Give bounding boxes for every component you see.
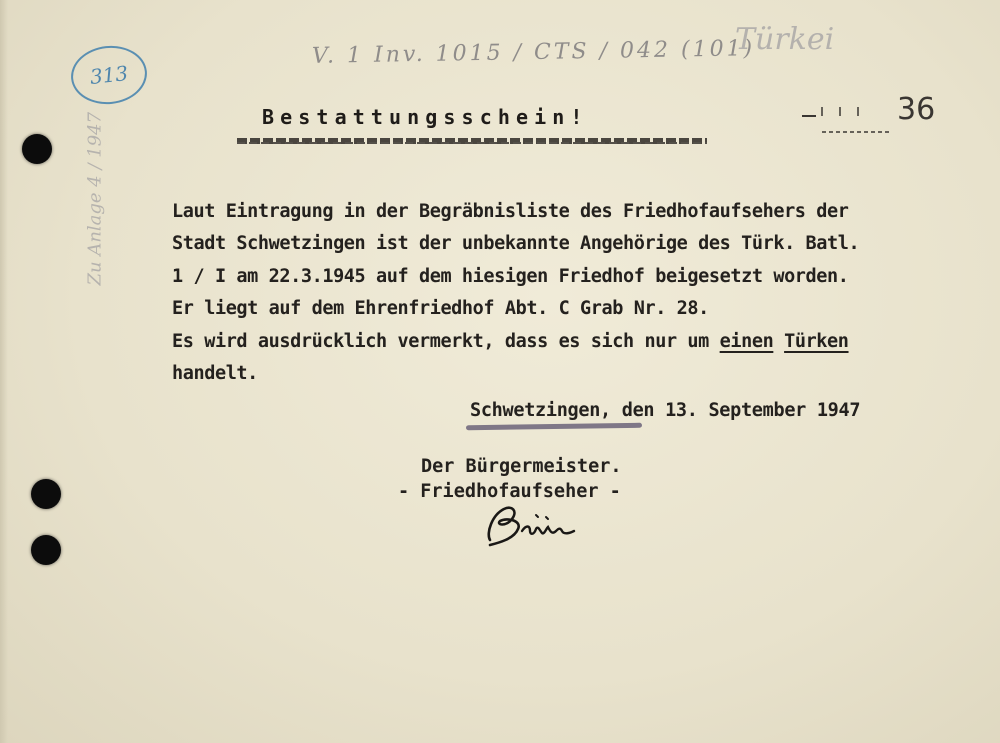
punch-hole <box>22 134 52 164</box>
archive-stamp <box>68 42 150 108</box>
handwritten-signature <box>478 495 588 555</box>
place-name: Schwetzingen, <box>470 400 611 421</box>
body-line: Er liegt auf dem Ehrenfriedhof Abt. C Grab Nr. 28. <box>172 298 709 320</box>
body-text-segment: Es wird ausdrücklich vermerkt, dass es sich nur um <box>172 330 720 352</box>
body-line: handelt. <box>172 362 258 384</box>
punch-hole <box>31 479 61 509</box>
signatory-title: Der Bürgermeister. <box>421 456 622 477</box>
body-line-emphasis <box>172 326 972 358</box>
signatory-role: - Friedhofaufseher - <box>398 481 621 502</box>
archive-reference: V. 1 Inv. 1015 / CTS / 042 (101) <box>311 36 756 69</box>
document-title: Bestattungsschein! <box>262 105 589 129</box>
underlined-word: Türken <box>784 330 849 352</box>
archive-country-note: Türkei <box>735 22 835 57</box>
body-line: Stadt Schwetzingen ist der unbekannte Angehörige des Türk. Batl. <box>172 233 860 255</box>
body-line: 1 / I am 22.3.1945 auf dem hiesigen Friedhof beigesetzt worden. <box>172 265 849 287</box>
issue-date: den 13. September 1947 <box>610 400 861 421</box>
body-line: Laut Eintragung in der Begräbnisliste des Friedhofaufsehers der <box>172 201 849 222</box>
body-text <box>172 196 972 390</box>
place-underline <box>466 423 642 430</box>
underlined-word: einen <box>719 330 774 352</box>
page-number: 36 <box>897 92 936 127</box>
body-text-segment <box>773 331 784 352</box>
stamp-number: 313 <box>88 61 130 89</box>
page-number-marks <box>800 96 892 136</box>
margin-pencil-note: Zu Anlage 4 / 1947 <box>84 111 106 286</box>
place-and-date <box>470 400 860 421</box>
punch-hole <box>31 535 61 565</box>
title-underline <box>237 138 707 144</box>
